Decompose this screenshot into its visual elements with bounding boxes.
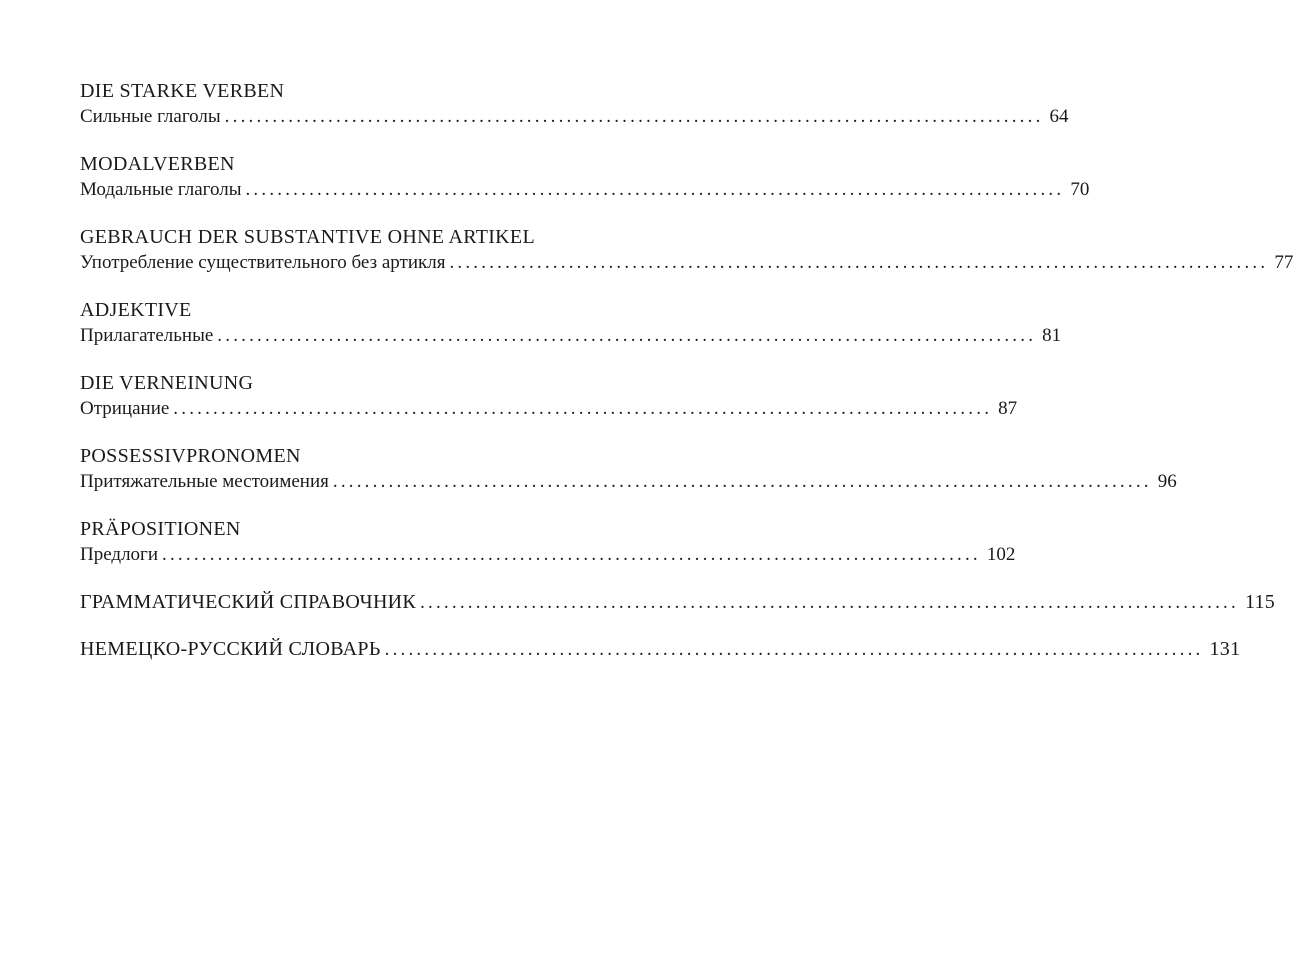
toc-entry[interactable]: [80, 178, 1090, 202]
page-number: 77: [1274, 252, 1293, 273]
dot-leader: .......................................................................................................: [384, 639, 1204, 660]
page-number: 64: [1049, 106, 1069, 127]
toc-entry[interactable]: [80, 105, 1069, 129]
entry-title: Сильные глаголы: [80, 106, 221, 127]
page-number: 87: [998, 398, 1018, 419]
page-number: 70: [1070, 179, 1090, 200]
toc-entry[interactable]: [80, 251, 1293, 275]
dot-leader: .......................................................................................................: [224, 106, 1044, 127]
dot-leader: .......................................................................................................: [420, 592, 1239, 613]
toc-main-entry: [80, 637, 1241, 661]
dot-leader: .......................................................................................................: [449, 252, 1269, 273]
dot-leader: .......................................................................................................: [217, 325, 1037, 346]
toc-entry[interactable]: [80, 397, 1018, 421]
toc-section: [80, 517, 1016, 567]
entry-title: НЕМЕЦКО-РУССКИЙ СЛОВАРЬ: [80, 638, 381, 660]
page-number: 131: [1209, 638, 1241, 660]
page-number: 115: [1244, 591, 1276, 613]
entry-title: Прилагательные: [80, 325, 214, 346]
toc-entry[interactable]: [80, 324, 1062, 348]
toc-section: [80, 444, 1177, 494]
toc-section: [80, 371, 1018, 421]
page-number: 81: [1042, 325, 1062, 346]
toc-section: [80, 79, 1069, 129]
page-number: 96: [1157, 471, 1177, 492]
toc-entry[interactable]: [80, 590, 1276, 614]
section-heading: ADJEKTIVE: [80, 299, 192, 321]
entry-title: Притяжательные местоимения: [80, 471, 329, 492]
toc-section: [80, 225, 1293, 275]
section-heading: GEBRAUCH DER SUBSTANTIVE OHNE ARTIKEL: [80, 226, 535, 248]
dot-leader: .......................................................................................................: [245, 179, 1065, 200]
entry-title: Модальные глаголы: [80, 179, 242, 200]
entry-title: Предлоги: [80, 544, 159, 565]
dot-leader: .......................................................................................................: [162, 544, 981, 565]
toc-main-entry: [80, 590, 1276, 614]
toc-section: [80, 298, 1062, 348]
table-of-contents: [80, 79, 1293, 684]
page-number: 102: [986, 544, 1016, 565]
section-heading: DIE VERNEINUNG: [80, 372, 254, 394]
section-heading: DIE STARKE VERBEN: [80, 80, 285, 102]
toc-entry[interactable]: [80, 470, 1177, 494]
section-heading: MODALVERBEN: [80, 153, 235, 175]
dot-leader: .......................................................................................................: [173, 398, 993, 419]
toc-entry[interactable]: [80, 637, 1241, 661]
entry-title: Употребление существительного без артикля: [80, 252, 446, 273]
entry-title: ГРАММАТИЧЕСКИЙ СПРАВОЧНИК: [80, 591, 417, 613]
section-heading: POSSESSIVPRONOMEN: [80, 445, 301, 467]
toc-entry[interactable]: [80, 543, 1016, 567]
entry-title: Отрицание: [80, 398, 170, 419]
section-heading: PRÄPOSITIONEN: [80, 518, 241, 540]
dot-leader: .......................................................................................................: [332, 471, 1152, 492]
toc-section: [80, 152, 1090, 202]
